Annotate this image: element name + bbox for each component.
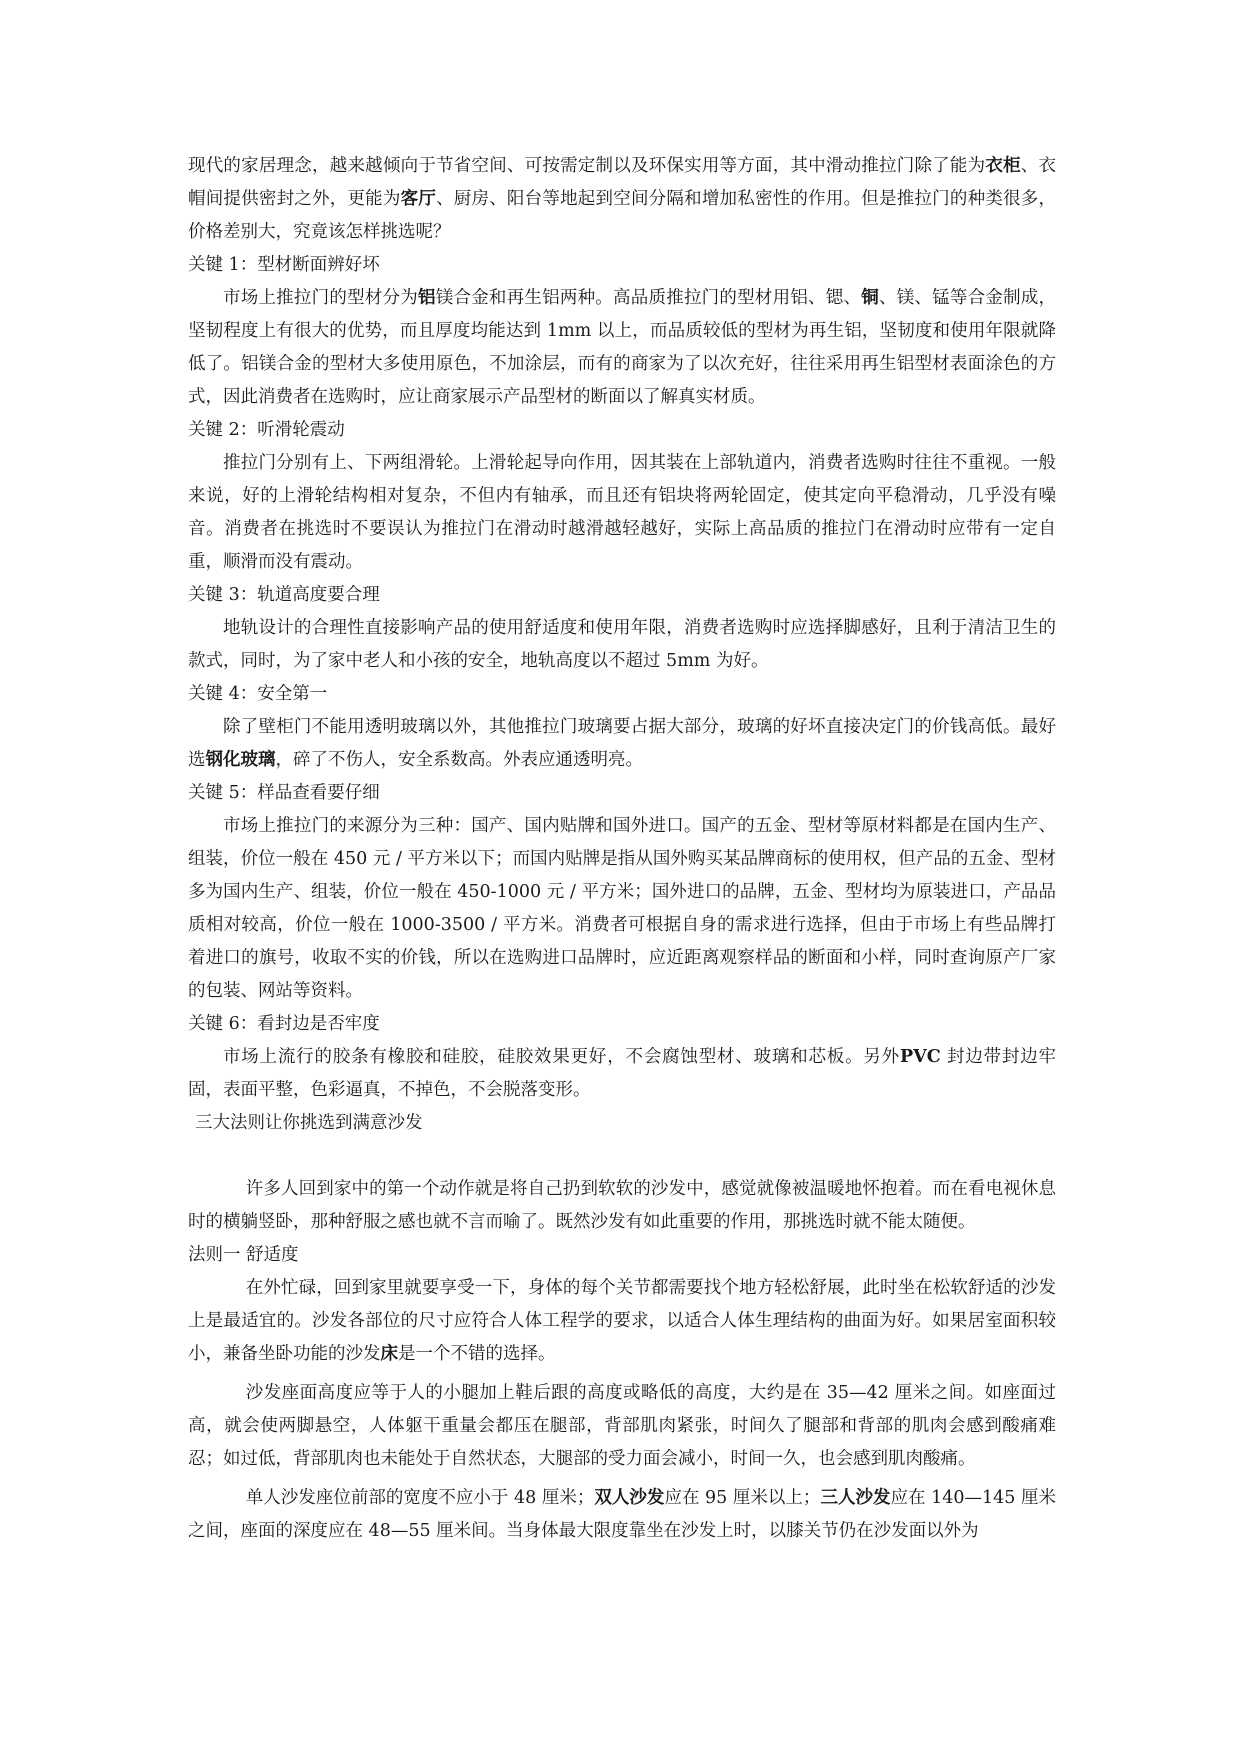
sofa-intro-paragraph: 许多人回到家中的第一个动作就是将自己扔到软软的沙发中，感觉就像被温暖地怀抱着。而在看电视休息时的横躺竖卧，那种舒服之感也就不言而喻了。既然沙发有如此重要的作用，那挑选时就不能太随便。 <box>188 1179 1056 1232</box>
key6-heading: 关键 6：看封边是否牢度 <box>188 1014 380 1034</box>
rule1-p3-text-1: 单人沙发座位前部的宽度不应小于 48 厘米； <box>245 1488 595 1508</box>
key1-paragraph <box>188 282 1056 414</box>
rule1-text-1: 在外忙碌，回到家里就要享受一下，身体的每个关节都需要找个地方轻松舒展，此时坐在松软舒适的沙发上是最适宜的。沙发各部位的尺寸应符合人体工程学的要求，以适合人体生理结构的曲面为好。如果居室面积较小，兼备坐卧功能的沙发 <box>188 1278 1056 1364</box>
key1-bold-aluminum: 铝 <box>418 288 436 308</box>
key4-text-1: 除了壁柜门不能用透明玻璃以外，其他推拉门玻璃要占据大部分，玻璃的好坏直接决定门的价钱高低。最好选 <box>188 717 1056 770</box>
intro-bold-wardrobe: 衣柜 <box>985 156 1021 176</box>
intro-text-1: 现代的家居理念，越来越倾向于节省空间、可按需定制以及环保实用等方面，其中滑动推拉门除了能为 <box>188 156 986 176</box>
key4-heading: 关键 4：安全第一 <box>188 684 328 704</box>
key4-bold-tempered-glass: 钢化玻璃 <box>205 750 276 770</box>
document-page <box>188 150 1056 1548</box>
key2-heading: 关键 2：听滑轮震动 <box>188 420 345 440</box>
rule1-bold-bed: 床 <box>380 1344 398 1364</box>
key6-paragraph <box>188 1041 1056 1107</box>
intro-bold-living-room: 客厅 <box>400 189 437 209</box>
key1-heading: 关键 1：型材断面辨好坏 <box>188 255 380 275</box>
blank-line <box>188 1140 1056 1173</box>
intro-text-3: 、厨房、阳台等地起到空间分隔和增加私密性的作用。但是推拉门的种类很多，价格差别大，究竟该怎样挑选呢？ <box>188 189 1056 242</box>
rule1-text-2: 是一个不错的选择。 <box>398 1344 556 1364</box>
sofa-section-title: 三大法则让你挑选到满意沙发 <box>195 1113 423 1133</box>
rule1-heading: 法则一 舒适度 <box>188 1245 299 1265</box>
key1-text-1: 市场上推拉门的型材分为 <box>223 288 419 308</box>
intro-text-2: 、衣帽间提供密封之外，更能为 <box>188 156 1056 209</box>
rule1-paragraph-3 <box>188 1482 1056 1548</box>
key3-paragraph: 地轨设计的合理性直接影响产品的使用舒适度和使用年限，消费者选购时应选择脚感好，且利于清洁卫生的款式，同时，为了家中老人和小孩的安全，地轨高度以不超过 5mm 为好。 <box>188 618 1056 671</box>
intro-paragraph <box>188 150 1056 249</box>
rule1-p3-text-3: 应在 140—145 厘米之间，座面的深度应在 48—55 厘米间。当身体最大限度靠坐在沙发上时，以膝关节仍在沙发面以外为 <box>188 1488 1056 1541</box>
key3-heading: 关键 3：轨道高度要合理 <box>188 585 380 605</box>
rule1-p3-text-2: 应在 95 厘米以上； <box>664 1488 821 1508</box>
key5-paragraph: 市场上推拉门的来源分为三种：国产、国内贴牌和国外进口。国产的五金、型材等原材料都是在国内生产、组装，价位一般在 450 元 / 平方米以下；而国内贴牌是指从国外购买某品牌商标的使用权，但产品的五金、型材多为国内生产、组装，价位一般在 450-1000 元 / 平方米；国外进口的品牌，五金、型材均为原装进口，产品品质相对较高，价位一般在 1000-3500 / 平方米。消费者可根据自身的需求进行选择，但由于市场上有些品牌打着进口的旗号，收取不实的价钱，所以在选购进口品牌时，应近距离观察样品的断面和小样，同时查询原产厂家的包装、网站等资料。 <box>188 816 1056 1001</box>
key1-text-3: 、镁、锰等合金制成，坚韧程度上有很大的优势，而且厚度均能达到 1mm 以上，而品质较低的型材为再生铝，坚韧度和使用年限就降低了。铝镁合金的型材大多使用原色，不加涂层，而有的商家为了以次充好，往往采用再生铝型材表面涂色的方式，因此消费者在选购时，应让商家展示产品型材的断面以了解真实材质。 <box>188 288 1057 407</box>
rule1-bold-triple-sofa: 三人沙发 <box>820 1488 891 1508</box>
key4-paragraph <box>188 711 1056 777</box>
key4-text-2: ，碎了不伤人，安全系数高。外表应通透明亮。 <box>275 750 643 770</box>
rule1-paragraph-2: 沙发座面高度应等于人的小腿加上鞋后跟的高度或略低的高度，大约是在 35—42 厘米之间。如座面过高，就会使两脚悬空，人体躯干重量会都压在腿部，背部肌肉紧张，时间久了腿部和背部的肌肉会感到酸痛难忍；如过低，背部肌肉也未能处于自然状态，大腿部的受力面会减小，时间一久，也会感到肌肉酸痛。 <box>188 1383 1056 1469</box>
rule1-paragraph-1 <box>188 1272 1056 1371</box>
key2-paragraph: 推拉门分别有上、下两组滑轮。上滑轮起导向作用，因其装在上部轨道内，消费者选购时往往不重视。一般来说，好的上滑轮结构相对复杂，不但内有轴承，而且还有铝块将两轮固定，使其定向平稳滑动，几乎没有噪音。消费者在挑选时不要误认为推拉门在滑动时越滑越轻越好，实际上高品质的推拉门在滑动时应带有一定自重，顺滑而没有震动。 <box>188 453 1056 572</box>
key6-text-2: 封边带封边牢固，表面平整，色彩逼真，不掉色，不会脱落变形。 <box>188 1047 1056 1100</box>
rule1-bold-double-sofa: 双人沙发 <box>594 1488 665 1508</box>
key1-bold-copper: 铜 <box>861 288 879 308</box>
key1-text-2: 镁合金和再生铝两种。高品质推拉门的型材用铝、锶、 <box>435 288 862 308</box>
key5-heading: 关键 5：样品查看要仔细 <box>188 783 380 803</box>
key6-bold-pvc: PVC <box>899 1047 941 1067</box>
key6-text-1: 市场上流行的胶条有橡胶和硅胶，硅胶效果更好，不会腐蚀型材、玻璃和芯板。另外 <box>223 1047 900 1067</box>
